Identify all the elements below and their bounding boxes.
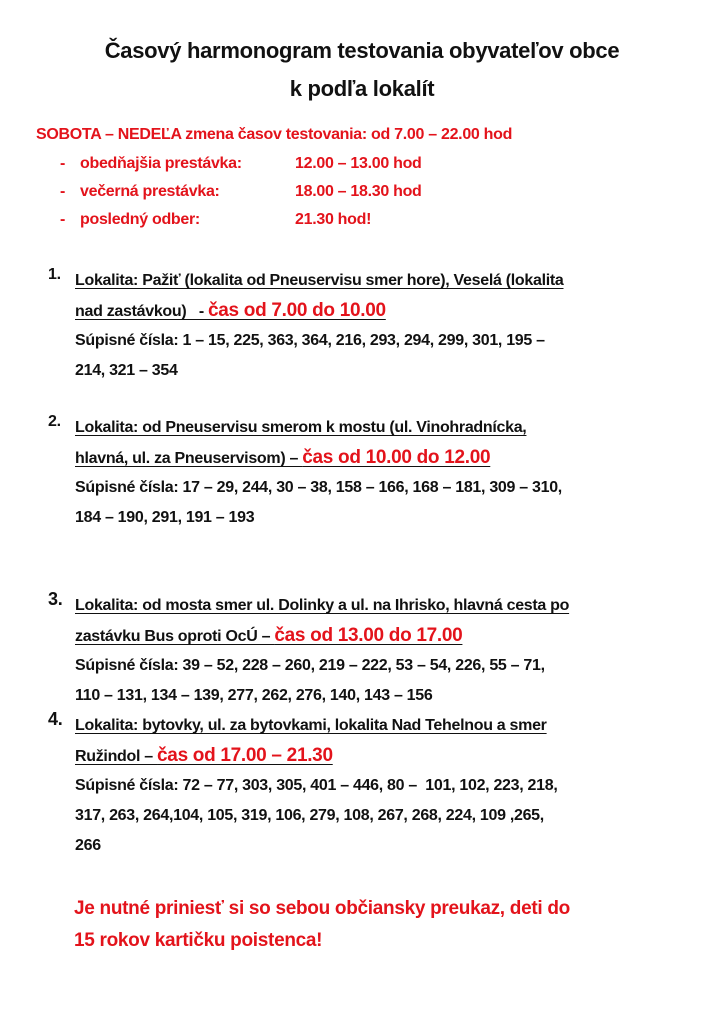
break-evening xyxy=(60,183,422,201)
location-time: čas od 17.00 – 21.30 xyxy=(157,745,333,766)
location-description: Lokalita: od Pneuservisu smerom k mostu (ul. Vinohradnícka, xyxy=(75,419,527,436)
break-label: večerná prestávka: xyxy=(80,183,220,200)
notice-line1: Je nutné priniesť si so sebou občiansky preukaz, deti do xyxy=(74,898,570,919)
house-numbers-cont: 184 – 190, 291, 191 – 193 xyxy=(75,509,255,526)
break-label: obedňajšia prestávka: xyxy=(80,155,242,172)
bullet-dash: - xyxy=(60,155,66,172)
location-description-cont: hlavná, ul. za Pneuservisom) – xyxy=(75,450,303,467)
location-description: Lokalita: bytovky, ul. za bytovkami, lokalita Nad Tehelnou a smer xyxy=(75,717,547,734)
location-time: čas od 10.00 do 12.00 xyxy=(302,447,491,468)
location-number: 2. xyxy=(48,413,61,430)
document-title-line2: k podľa lokalít xyxy=(289,76,435,101)
location-time: čas od 7.00 do 10.00 xyxy=(208,300,386,321)
location-time: čas od 13.00 do 17.00 xyxy=(274,625,463,646)
bullet-dash: - xyxy=(60,211,66,228)
break-value: 12.00 – 13.00 hod xyxy=(295,155,422,172)
house-numbers-cont: 110 – 131, 134 – 139, 277, 262, 276, 140, 143 – 156 xyxy=(75,687,433,704)
house-numbers-cont: 214, 321 – 354 xyxy=(75,362,178,379)
break-label: posledný odber: xyxy=(80,211,200,228)
location-number: 1. xyxy=(48,266,61,283)
house-numbers-cont: 317, 263, 264,104, 105, 319, 106, 279, 108, 267, 268, 224, 109 ,265, xyxy=(75,807,544,824)
house-numbers: Súpisné čísla: 1 – 15, 225, 363, 364, 216, 293, 294, 299, 301, 195 – xyxy=(75,332,545,349)
location-description-cont: Ružindol – xyxy=(75,748,158,765)
location-item-3 xyxy=(48,591,698,711)
location-number: 4. xyxy=(48,709,63,729)
location-description-cont: zastávku Bus oproti OcÚ – xyxy=(75,628,275,645)
document-title-line1: Časový harmonogram testovania obyvateľov obce xyxy=(104,38,620,63)
id-requirement-notice xyxy=(74,893,694,957)
break-last-sample xyxy=(60,211,371,229)
location-description: Lokalita: od mosta smer ul. Dolinky a ul. na Ihrisko, hlavná cesta po xyxy=(75,597,570,614)
location-item-2 xyxy=(48,413,698,533)
house-numbers: Súpisné čísla: 72 – 77, 303, 305, 401 – 446, 80 – 101, 102, 223, 218, xyxy=(75,777,558,794)
location-description: Lokalita: Pažiť (lokalita od Pneuservisu smer hore), Veselá (lokalita xyxy=(75,272,564,289)
break-value: 21.30 hod! xyxy=(295,211,372,228)
location-description-cont: nad zastávkou) - xyxy=(75,303,208,320)
location-item-4 xyxy=(48,711,698,861)
house-numbers: Súpisné čísla: 17 – 29, 244, 30 – 38, 158 – 166, 168 – 181, 309 – 310, xyxy=(75,479,562,496)
notice-line2: 15 rokov kartičku poistenca! xyxy=(74,930,323,951)
location-item-1 xyxy=(48,266,698,386)
bullet-dash: - xyxy=(60,183,66,200)
break-lunch xyxy=(60,155,422,173)
location-number: 3. xyxy=(48,589,63,609)
house-numbers: Súpisné čísla: 39 – 52, 228 – 260, 219 – 222, 53 – 54, 226, 55 – 71, xyxy=(75,657,545,674)
schedule-header: SOBOTA – NEDEĽA zmena časov testovania: od 7.00 – 22.00 hod xyxy=(36,126,513,143)
break-value: 18.00 – 18.30 hod xyxy=(295,183,422,200)
house-numbers-cont: 266 xyxy=(75,837,101,854)
